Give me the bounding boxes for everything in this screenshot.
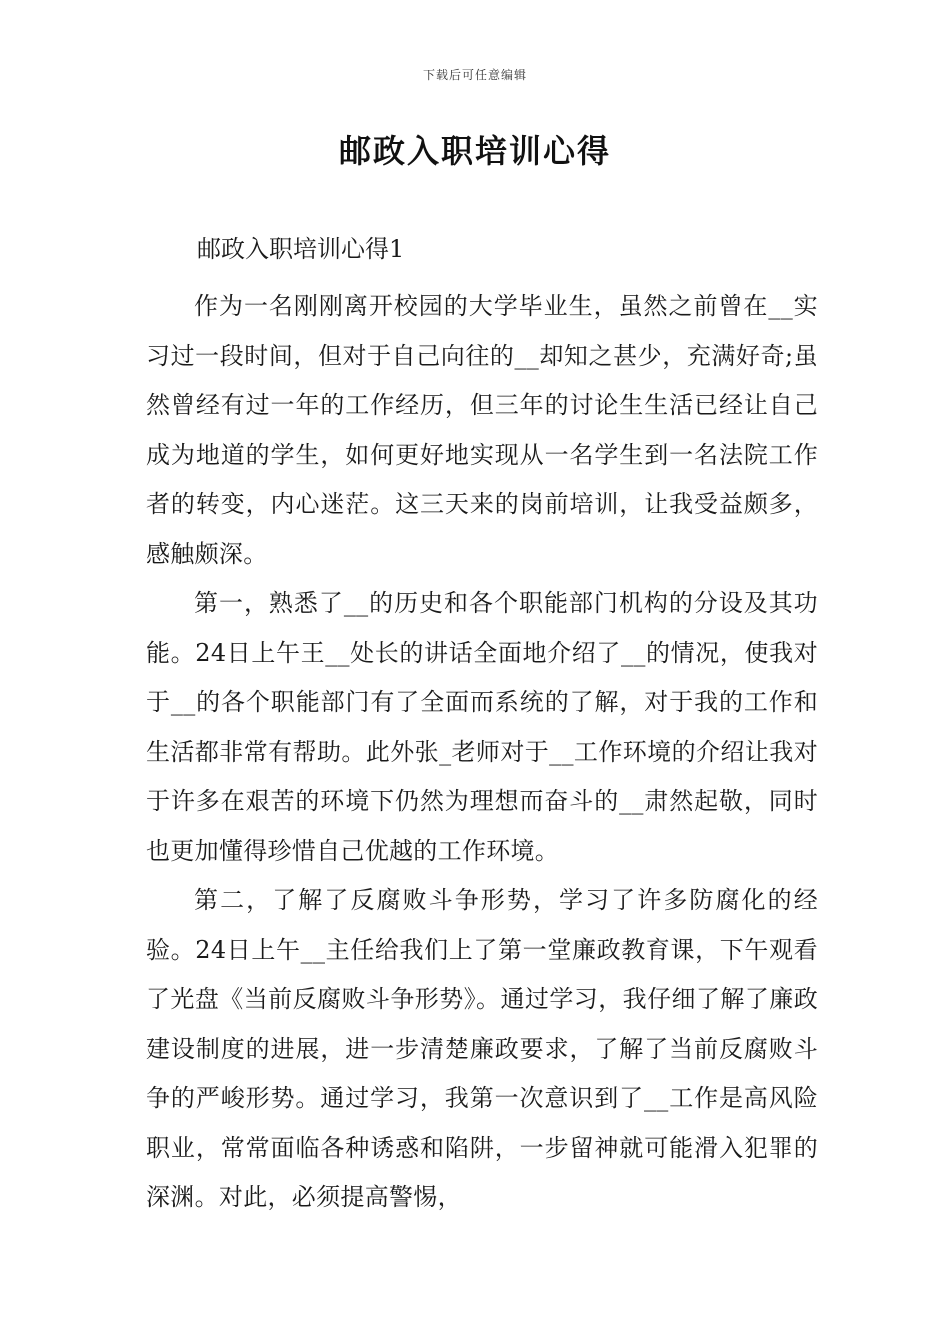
section-subtitle: 邮政入职培训心得1 (197, 235, 405, 263)
header-note: 下载后可任意编辑 (422, 68, 527, 82)
body-text (146, 282, 818, 1223)
paragraph: 第一，熟悉了__的历史和各个职能部门机构的分设及其功能。24日上午王__处长的讲话全面地介绍了__的情况，使我对于__的各个职能部门有了全面而系统的了解，对于我的工作和生活都非常有帮助。此外张_老师对于__工作环境的介绍让我对于许多在艰苦的环境下仍然为理想而奋斗的__肃然起敬，同时也更加懂得珍惜自己优越的工作环境。 (146, 589, 818, 865)
document-title: 邮政入职培训心得 (338, 132, 611, 170)
paragraph: 第二，了解了反腐败斗争形势，学习了许多防腐化的经验。24日上午__主任给我们上了第一堂廉政教育课，下午观看了光盘《当前反腐败斗争形势》。通过学习，我仔细了解了廉政建设制度的进展，进一步清楚廉政要求，了解了当前反腐败斗争的严峻形势。通过学习，我第一次意识到了__工作是高风险职业，常常面临各种诱惑和陷阱，一步留神就可能滑入犯罪的深渊。对此，必须提高警惕， (146, 886, 818, 1211)
paragraph: 作为一名刚刚离开校园的大学毕业生，虽然之前曾在__实习过一段时间，但对于自己向往的__却知之甚少，充满好奇;虽然曾经有过一年的工作经历，但三年的讨论生生活已经让自己成为地道的学生，如何更好地实现从一名学生到一名法院工作者的转变，内心迷茫。这三天来的岗前培训，让我受益颇多，感触颇深。 (146, 292, 818, 568)
